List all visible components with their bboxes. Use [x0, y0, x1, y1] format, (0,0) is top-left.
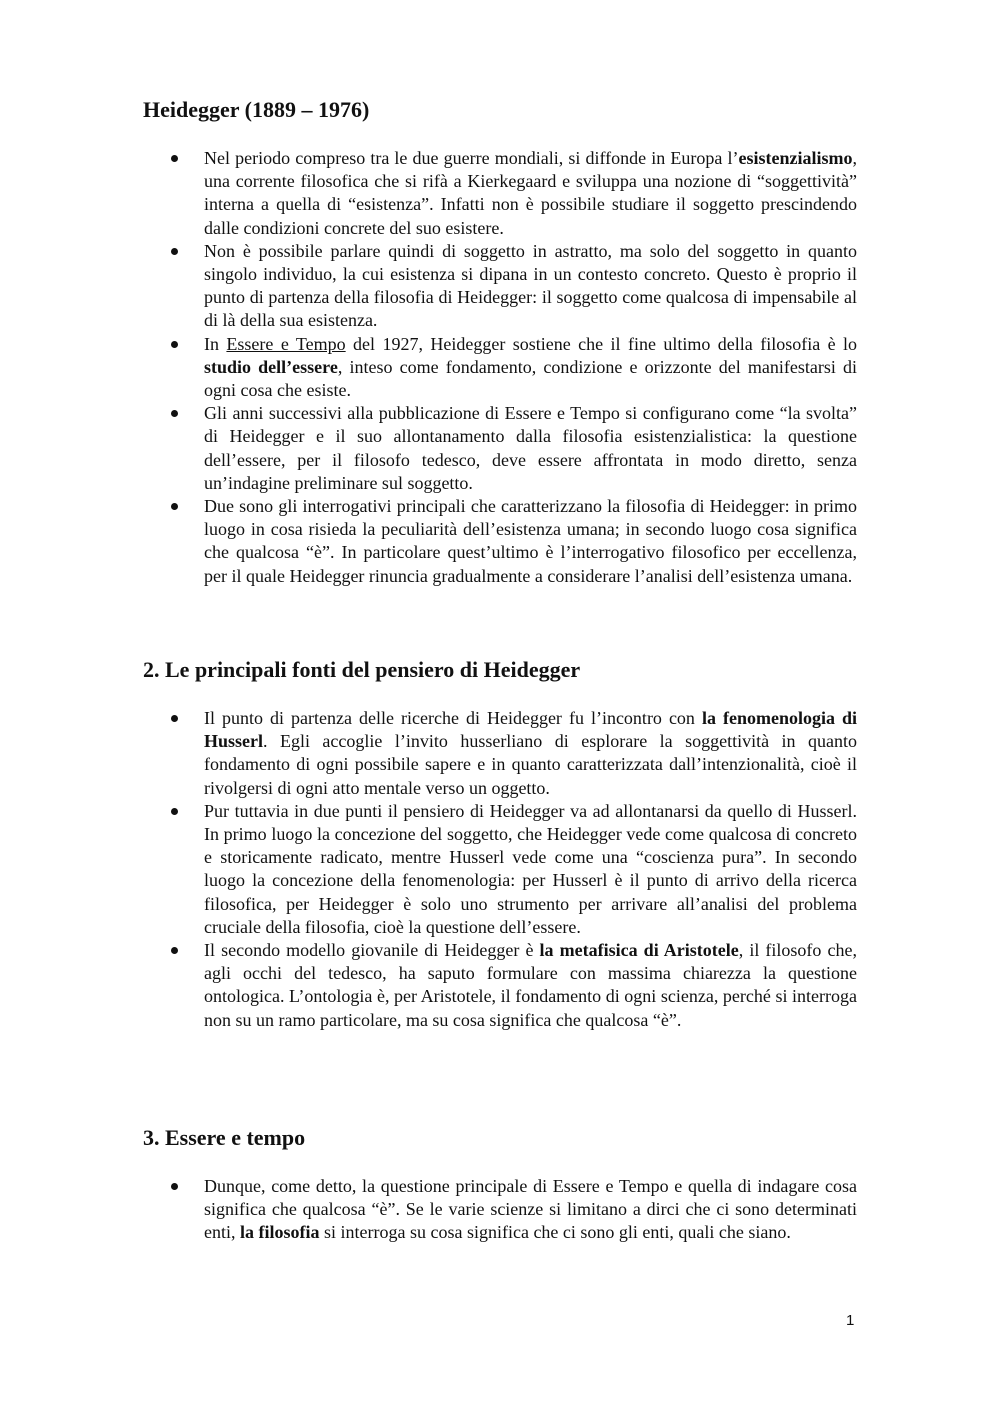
list-item	[167, 333, 857, 403]
bold-term: esistenzialismo	[738, 148, 853, 168]
section-title: 3. Essere e tempo	[143, 1125, 306, 1150]
section-title: 2. Le principali fonti del pensiero di Heidegger	[143, 657, 581, 682]
list-item	[167, 707, 857, 800]
book-title: Essere e Tempo	[226, 333, 346, 354]
text-run: Dunque, come detto, la questione principale di Essere e Tempo e quella di indagare cosa significa che qualcosa “è”. Se le varie scienze si limitano a dirci che ci sono determinati enti,	[204, 1176, 857, 1243]
bold-term: la filosofia	[240, 1222, 320, 1243]
bold-term: la fenomenologia di Husserl	[204, 708, 857, 752]
text-run: Gli anni successivi alla pubblicazione di Essere e Tempo si configurano come “la svolta” di Heidegger e il suo allontanamento dalla filosofia esistenzialistica: la questione dell’essere, per il filosofo tedesco, deve essere affrontata in modo diretto, senza un’indagine preliminare sul soggetto.	[204, 403, 857, 493]
bullet-list	[167, 147, 857, 588]
bullet-icon	[171, 155, 178, 162]
bullet-icon	[171, 410, 178, 417]
text-run: , una corrente filosofica che si rifà a Kierkegaard e sviluppa una nozione di “soggettività” interna a quella di “esistenza”. Infatti non è possibile studiare il soggetto prescindendo dalle condizioni concrete del suo esistere.	[204, 148, 857, 238]
section-title: Heidegger (1889 – 1976)	[143, 97, 370, 122]
bullet-list	[167, 1175, 857, 1245]
list-item	[167, 1175, 857, 1245]
text-run: , il filosofo che, agli occhi del tedesco, ha saputo formulare con massima chiarezza la questione ontologica. L’ontologia è, per Aristotele, il fondamento di ogni scienza, perché si interroga non su un ramo particolare, ma su cosa significa che qualcosa “è”.	[204, 940, 857, 1030]
bullet-icon	[171, 1183, 178, 1190]
bold-term: la metafisica di Aristotele	[539, 940, 739, 961]
bullet-icon	[171, 947, 178, 954]
text-run: Il punto di partenza delle ricerche di Heidegger fu l’incontro con	[204, 708, 702, 728]
bullet-list	[167, 707, 857, 1032]
text-run: Nel periodo compreso tra le due guerre mondiali, si diffonde in Europa l’	[204, 148, 739, 168]
list-item	[167, 800, 857, 939]
list-item	[167, 939, 857, 1032]
text-run: Il secondo modello giovanile di Heidegger è	[204, 940, 540, 961]
bullet-icon	[171, 341, 178, 348]
bullet-icon	[171, 808, 178, 815]
list-item	[167, 495, 857, 588]
text-run: si interroga su cosa significa che ci sono gli enti, quali che siano.	[319, 1222, 791, 1243]
bullet-icon	[171, 715, 178, 722]
list-item	[167, 147, 857, 240]
text-run: Non è possibile parlare quindi di soggetto in astratto, ma solo del soggetto in quanto singolo individuo, la cui esistenza si dipana in un contesto concreto. Questo è proprio il punto di partenza della filosofia di Heidegger: il soggetto come qualcosa di impensabile al di là della sua esistenza.	[204, 240, 857, 331]
text-run: Due sono gli interrogativi principali che caratterizzano la filosofia di Heidegger: in primo luogo in cosa risieda la peculiarità dell’esistenza umana; in secondo luogo cosa significa che qualcosa “è”. In particolare quest’ultimo è l’interrogativo filosofico per eccellenza, per il quale Heidegger rinuncia gradualmente a considerare l’analisi dell’esistenza umana.	[204, 496, 857, 586]
page-number: 1	[846, 1312, 855, 1329]
bullet-icon	[171, 503, 178, 510]
list-item	[167, 402, 857, 495]
list-item	[167, 240, 857, 333]
text-run: . Egli accoglie l’invito husserliano di esplorare la soggettività in quanto fondamento di ogni possibile sapere e in quanto caratterizzata dall’intenzionalità, cioè il rivolgersi di ogni atto mentale verso un oggetto.	[204, 731, 857, 798]
text-run: Pur tuttavia in due punti il pensiero di Heidegger va ad allontanarsi da quello di Husserl. In primo luogo la concezione del soggetto, che Heidegger vede come qualcosa di concreto e storicamente radicato, mentre Husserl vede come una “coscienza pura”. In secondo luogo la concezione della fenomenologia: per Husserl è il punto di arrivo della ricerca filosofica, per Heidegger è solo uno strumento per arrivare all’analisi del problema cruciale della filosofia, cioè la questione dell’essere.	[204, 800, 857, 937]
text-run: In	[204, 333, 227, 354]
text-run: , inteso come fondamento, condizione e orizzonte del manifestarsi di ogni cosa che esiste.	[204, 356, 857, 401]
text-run: del 1927, Heidegger sostiene che il fine ultimo della filosofia è lo	[345, 333, 858, 354]
bold-term: studio dell’essere	[204, 356, 338, 377]
bullet-icon	[171, 248, 178, 255]
